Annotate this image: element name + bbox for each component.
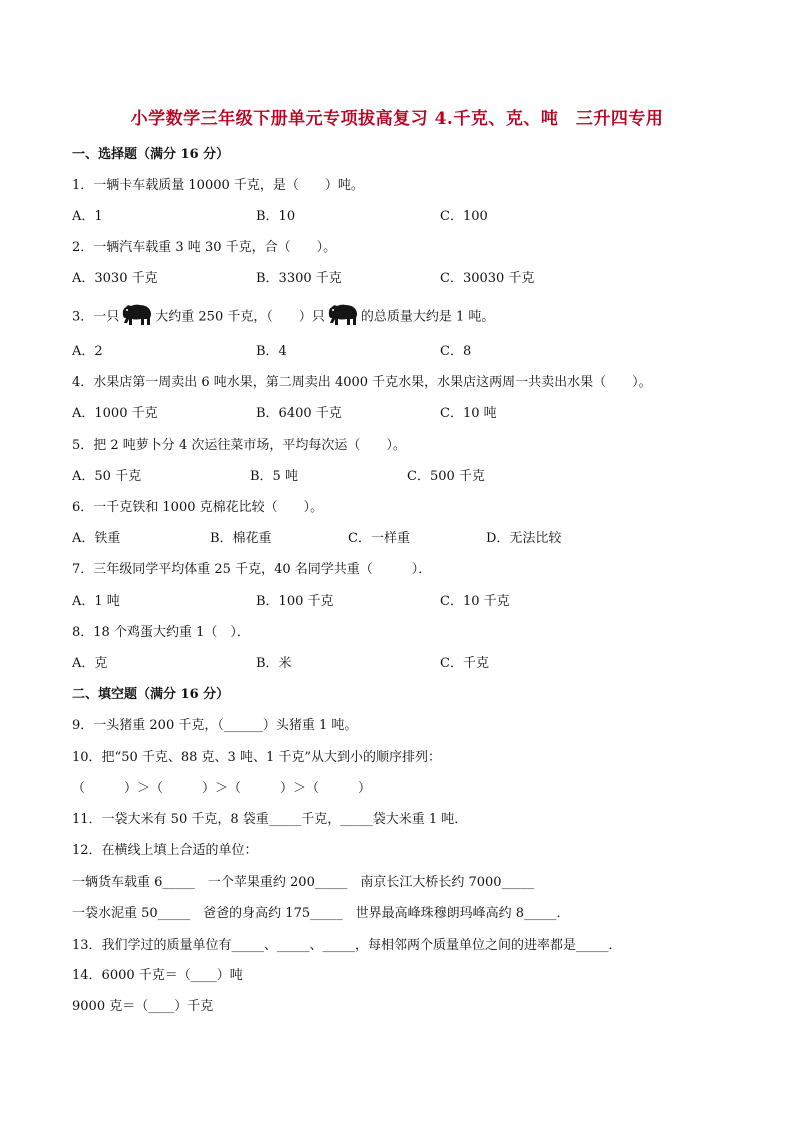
question-6: 6．一千克铁和 1000 克棉花比较（ ）。 bbox=[72, 500, 324, 515]
q1-option-c: C．100 bbox=[440, 209, 488, 224]
question-14-second: 9000 克＝（____）千克 bbox=[72, 999, 214, 1014]
q8-option-a: A．克 bbox=[72, 656, 108, 671]
q8-option-b: B．米 bbox=[256, 656, 292, 671]
question-10-blanks: （ ）＞（ ）＞（ ）＞（ ） bbox=[72, 781, 372, 796]
q7-option-c: C．10 千克 bbox=[440, 594, 510, 609]
q4-option-c: C．10 吨 bbox=[440, 406, 497, 421]
q3-text-part1: 3．一只 bbox=[72, 309, 120, 325]
q5-option-c: C．500 千克 bbox=[407, 469, 485, 484]
q6-option-b: B．棉花重 bbox=[210, 531, 272, 546]
bear-icon bbox=[120, 301, 154, 327]
question-11: 11．一袋大米有 50 千克，8 袋重_____千克，_____袋大米重 1 吨． bbox=[72, 812, 468, 827]
q1-option-b: B．10 bbox=[256, 209, 296, 224]
question-4: 4．水果店第一周卖出 6 吨水果，第二周卖出 4000 千克水果，水果店这两周一共卖出水果（ ）。 bbox=[72, 375, 652, 390]
q5-option-a: A．50 千克 bbox=[72, 469, 142, 484]
q3-option-c: C．8 bbox=[440, 344, 472, 359]
question-14: 14．6000 千克＝（____）吨 bbox=[72, 968, 243, 983]
q7-option-b: B．100 千克 bbox=[256, 594, 334, 609]
question-1: 1．一辆卡车载质量 10000 千克，是（ ）吨。 bbox=[72, 178, 364, 193]
question-3 bbox=[72, 307, 494, 327]
q3-option-b: B．4 bbox=[256, 344, 287, 359]
q2-option-a: A．3030 千克 bbox=[72, 271, 158, 286]
q6-option-c: C．一样重 bbox=[348, 531, 410, 546]
question-8: 8．18 个鸡蛋大约重 1（ ）． bbox=[72, 625, 250, 640]
section-choice-heading: 一、选择题（满分 16 分） bbox=[72, 147, 230, 162]
question-12: 12．在横线上填上合适的单位： bbox=[72, 843, 258, 858]
page-title: 小学数学三年级下册单元专项拔高复习 4.千克、克、吨 三升四专用 bbox=[130, 109, 664, 129]
q2-option-b: B．3300 千克 bbox=[256, 271, 342, 286]
question-9: 9．一头猪重 200 千克，（______）头猪重 1 吨。 bbox=[72, 718, 358, 733]
question-7: 7．三年级同学平均体重 25 千克，40 名同学共重（ ）． bbox=[72, 562, 432, 577]
question-12-row1: 一辆货车载重 6_____ 一个苹果重约 200_____ 南京长江大桥长约 7000_____ bbox=[72, 875, 535, 890]
q6-option-a: A．铁重 bbox=[72, 531, 121, 546]
question-13: 13．我们学过的质量单位有_____、_____、_____，每相邻两个质量单位之间的进率都是_____． bbox=[72, 938, 622, 953]
question-5: 5．把 2 吨萝卜分 4 次运往菜市场，平均每次运（ ）。 bbox=[72, 438, 406, 453]
q6-option-d: D．无法比较 bbox=[486, 531, 562, 546]
q3-text-part3: 的总质量大约是 1 吨。 bbox=[360, 309, 495, 325]
q1-option-a: A．1 bbox=[72, 209, 103, 224]
q7-option-a: A．1 吨 bbox=[72, 594, 120, 609]
q5-option-b: B．5 吨 bbox=[250, 469, 298, 484]
question-12-row2: 一袋水泥重 50_____ 爸爸的身高约 175_____ 世界最高峰珠穆朗玛峰高约 8_____． bbox=[72, 906, 570, 921]
bear-icon-2 bbox=[326, 301, 360, 327]
q8-option-c: C．千克 bbox=[440, 656, 489, 671]
q4-option-a: A．1000 千克 bbox=[72, 406, 158, 421]
q4-option-b: B．6400 千克 bbox=[256, 406, 342, 421]
question-10: 10．把“50 千克、88 克、3 吨、1 千克”从大到小的顺序排列： bbox=[72, 750, 441, 765]
q2-option-c: C．30030 千克 bbox=[440, 271, 535, 286]
section-fill-heading: 二、填空题（满分 16 分） bbox=[72, 687, 230, 702]
question-2: 2．一辆汽车载重 3 吨 30 千克，合（ ）。 bbox=[72, 240, 337, 255]
q3-text-part2: 大约重 250 千克，（ ）只 bbox=[155, 309, 325, 325]
q3-option-a: A．2 bbox=[72, 344, 103, 359]
